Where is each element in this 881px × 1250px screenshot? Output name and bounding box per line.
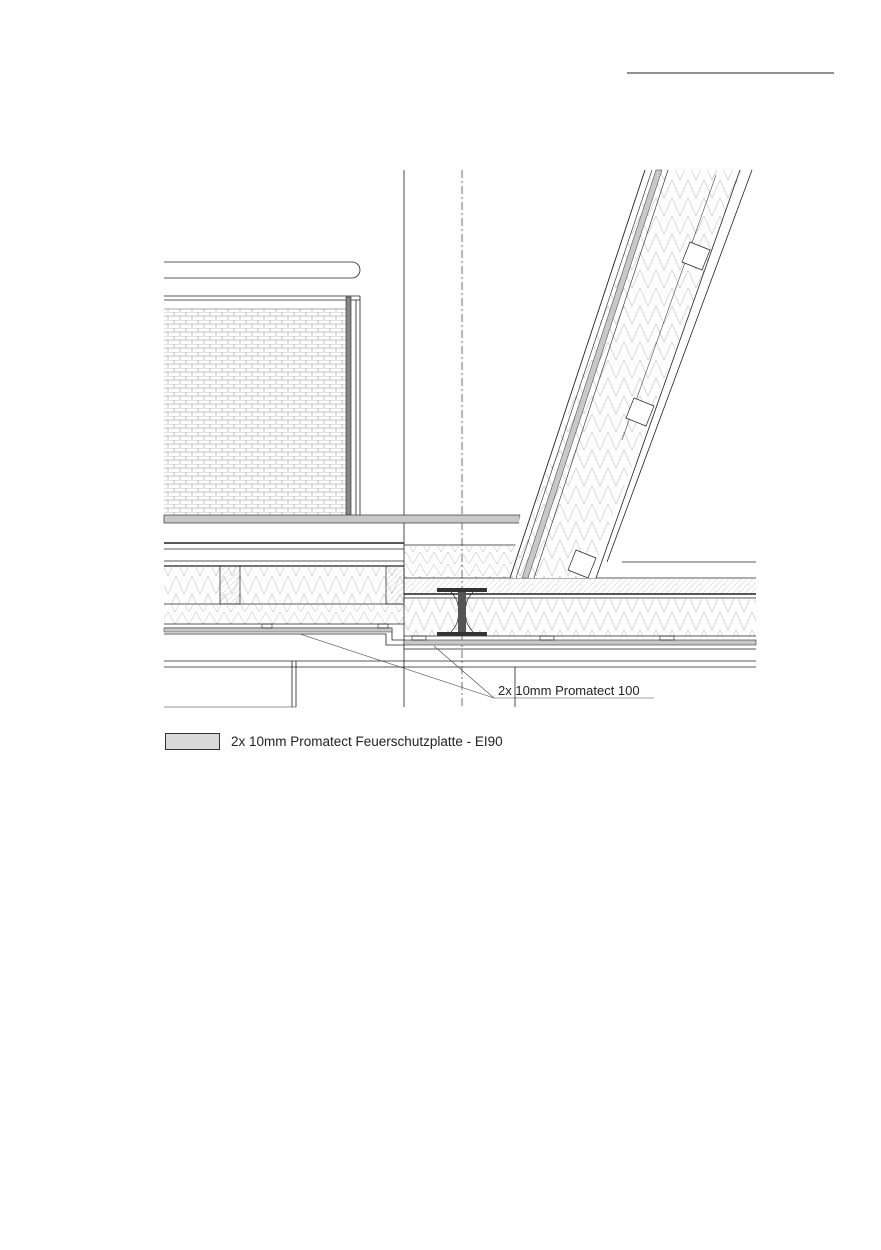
lower-ceiling-lines: [164, 661, 756, 707]
legend-swatch: [165, 733, 220, 750]
legend: [165, 731, 503, 751]
legend-label: 2x 10mm Promatect Feuerschutzplatte - EI90: [231, 733, 503, 749]
window-element: [164, 262, 360, 515]
fire-board-sill: [164, 515, 520, 523]
left-floor-buildup: [164, 543, 404, 645]
inclined-roof-buildup: [510, 170, 752, 578]
callout-label: 2x 10mm Promatect 100: [498, 683, 640, 698]
